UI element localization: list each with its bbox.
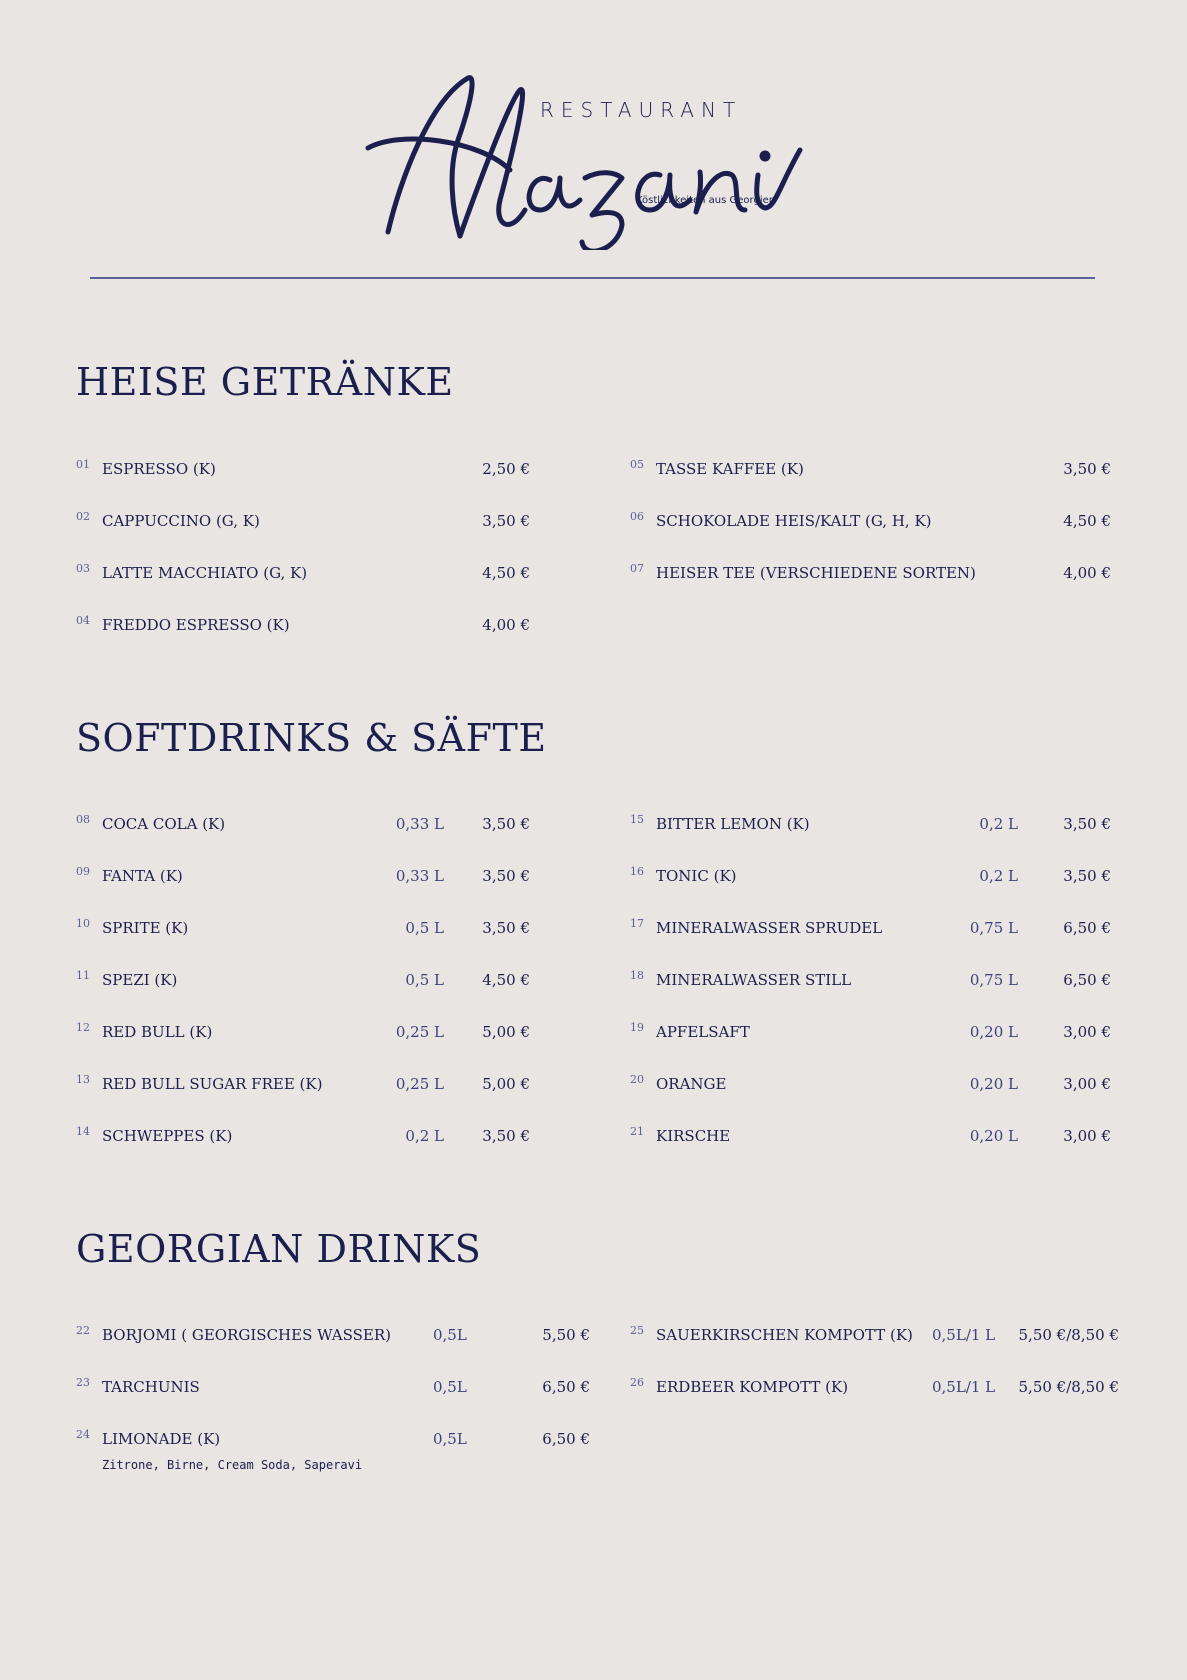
menu-item	[630, 971, 1111, 995]
logo-restaurant-text: RESTAURANT	[540, 98, 743, 122]
menu-item	[76, 460, 530, 484]
menu-item	[630, 1378, 1119, 1402]
item-size: 0,2 L	[979, 867, 1018, 885]
menu-item	[76, 1428, 590, 1472]
item-price: 3,50 €	[1063, 867, 1111, 885]
item-size: 0,75 L	[969, 919, 1018, 937]
item-name: LATTE MACCHIATO (G, K)	[102, 564, 308, 582]
item-name: TONIC (K)	[656, 867, 737, 885]
item-size: 0,5 L	[405, 971, 444, 989]
item-size: 0,5L/1 L	[932, 1326, 996, 1344]
item-name: APFELSAFT	[656, 1023, 750, 1041]
item-price: 4,00 €	[482, 616, 530, 634]
item-price: 3,50 €	[1063, 815, 1111, 833]
menu-item	[76, 971, 530, 995]
item-number: 20	[630, 1073, 644, 1086]
item-name: MINERALWASSER STILL	[656, 971, 852, 989]
item-number: 17	[630, 917, 644, 930]
item-name: RED BULL (K)	[102, 1023, 213, 1041]
item-price: 3,50 €	[482, 1127, 530, 1145]
item-number: 25	[630, 1324, 644, 1337]
header-divider	[90, 277, 1095, 279]
item-size: 0,2 L	[979, 815, 1018, 833]
menu-item	[630, 1326, 1119, 1350]
item-price: 3,00 €	[1063, 1127, 1111, 1145]
item-name: TARCHUNIS	[102, 1378, 200, 1396]
item-name: SPRITE (K)	[102, 919, 189, 937]
logo-tagline: Köstlichkeiten aus Georgien	[636, 195, 776, 206]
item-price: 3,50 €	[482, 512, 530, 530]
item-number: 18	[630, 969, 644, 982]
menu-item	[630, 1023, 1111, 1047]
menu-item	[76, 919, 530, 943]
item-number: 06	[630, 510, 644, 523]
menu-item	[630, 564, 1111, 588]
item-name: CAPPUCCINO (G, K)	[102, 512, 260, 530]
item-name: KIRSCHE	[656, 1127, 731, 1145]
item-name: BITTER LEMON (K)	[656, 815, 810, 833]
menu-item	[76, 564, 530, 588]
item-name: ERDBEER KOMPOTT (K)	[656, 1378, 849, 1396]
item-size: 0,2 L	[405, 1127, 444, 1145]
item-price: 5,50 €/8,50 €	[1018, 1326, 1119, 1344]
item-number: 12	[76, 1021, 90, 1034]
item-price: 5,00 €	[482, 1023, 530, 1041]
item-name: SAUERKIRSCHEN KOMPOTT (K)	[656, 1326, 913, 1344]
item-number: 03	[76, 562, 90, 575]
item-number: 15	[630, 813, 644, 826]
item-description: Zitrone, Birne, Cream Soda, Saperavi	[102, 1458, 363, 1472]
menu-item	[76, 512, 530, 536]
item-size: 0,5L	[433, 1326, 467, 1344]
item-name: RED BULL SUGAR FREE (K)	[102, 1075, 323, 1093]
menu-item	[76, 1326, 590, 1350]
item-price: 3,50 €	[482, 815, 530, 833]
item-size: 0,20 L	[969, 1075, 1018, 1093]
item-name: ESPRESSO (K)	[102, 460, 216, 478]
menu-item	[76, 1127, 530, 1151]
item-number: 11	[76, 969, 90, 982]
menu-item	[76, 867, 530, 891]
item-size: 0,5 L	[405, 919, 444, 937]
menu-item	[630, 460, 1111, 484]
item-size: 0,5L	[433, 1430, 467, 1448]
item-number: 24	[76, 1428, 90, 1441]
item-size: 0,20 L	[969, 1023, 1018, 1041]
menu-item	[76, 1075, 530, 1099]
item-price: 5,50 €/8,50 €	[1018, 1378, 1119, 1396]
item-number: 01	[76, 458, 90, 471]
menu-item	[76, 616, 530, 640]
item-name: MINERALWASSER SPRUDEL	[656, 919, 883, 937]
menu-item	[630, 1075, 1111, 1099]
restaurant-logo	[360, 60, 840, 250]
menu-item	[630, 512, 1111, 536]
item-price: 4,50 €	[482, 971, 530, 989]
item-name: TASSE KAFFEE (K)	[656, 460, 804, 478]
item-number: 05	[630, 458, 644, 471]
item-size: 0,33 L	[395, 867, 444, 885]
item-price: 5,50 €	[542, 1326, 590, 1344]
section-title-softdrinks: SOFTDRINKS & SÄFTE	[76, 716, 547, 760]
item-number: 14	[76, 1125, 90, 1138]
item-number: 19	[630, 1021, 644, 1034]
item-name: SCHWEPPES (K)	[102, 1127, 233, 1145]
item-price: 5,00 €	[482, 1075, 530, 1093]
section-title-georgian-drinks: GEORGIAN DRINKS	[76, 1227, 482, 1271]
item-name: FREDDO ESPRESSO (K)	[102, 616, 290, 634]
item-price: 6,50 €	[1063, 919, 1111, 937]
item-name: SCHOKOLADE HEIS/KALT (G, H, K)	[656, 512, 932, 530]
item-name: SPEZI (K)	[102, 971, 178, 989]
item-number: 16	[630, 865, 644, 878]
item-size: 0,33 L	[395, 815, 444, 833]
item-number: 07	[630, 562, 644, 575]
item-number: 23	[76, 1376, 90, 1389]
item-price: 4,50 €	[1063, 512, 1111, 530]
item-size: 0,5L/1 L	[932, 1378, 996, 1396]
menu-item	[630, 919, 1111, 943]
item-size: 0,5L	[433, 1378, 467, 1396]
item-price: 4,50 €	[482, 564, 530, 582]
item-number: 02	[76, 510, 90, 523]
menu-item	[630, 815, 1111, 839]
item-price: 3,00 €	[1063, 1075, 1111, 1093]
item-price: 3,50 €	[482, 919, 530, 937]
item-name: HEISER TEE (VERSCHIEDENE SORTEN)	[656, 564, 976, 582]
menu-item	[76, 1023, 530, 1047]
item-size: 0,25 L	[395, 1023, 444, 1041]
item-size: 0,25 L	[395, 1075, 444, 1093]
item-number: 22	[76, 1324, 90, 1337]
item-number: 04	[76, 614, 90, 627]
item-price: 3,00 €	[1063, 1023, 1111, 1041]
menu-item	[630, 1127, 1111, 1151]
item-name: COCA COLA (K)	[102, 815, 226, 833]
section-title-hot-drinks: HEISE GETRÄNKE	[76, 360, 454, 404]
item-price: 4,00 €	[1063, 564, 1111, 582]
alazani-script-logo	[360, 60, 840, 250]
item-number: 26	[630, 1376, 644, 1389]
item-number: 10	[76, 917, 90, 930]
item-price: 3,50 €	[1063, 460, 1111, 478]
item-size: 0,75 L	[969, 971, 1018, 989]
menu-item	[76, 1378, 590, 1402]
item-name: ORANGE	[656, 1075, 727, 1093]
item-number: 09	[76, 865, 90, 878]
item-size: 0,20 L	[969, 1127, 1018, 1145]
item-price: 6,50 €	[542, 1378, 590, 1396]
item-number: 13	[76, 1073, 90, 1086]
item-price: 2,50 €	[482, 460, 530, 478]
item-number: 21	[630, 1125, 644, 1138]
menu-item	[630, 867, 1111, 891]
item-price: 3,50 €	[482, 867, 530, 885]
item-number: 08	[76, 813, 90, 826]
item-name: BORJOMI ( GEORGISCHES WASSER)	[102, 1326, 392, 1344]
item-name: LIMONADE (K)	[102, 1430, 221, 1448]
menu-item	[76, 815, 530, 839]
item-price: 6,50 €	[542, 1430, 590, 1448]
item-name: FANTA (K)	[102, 867, 183, 885]
item-price: 6,50 €	[1063, 971, 1111, 989]
